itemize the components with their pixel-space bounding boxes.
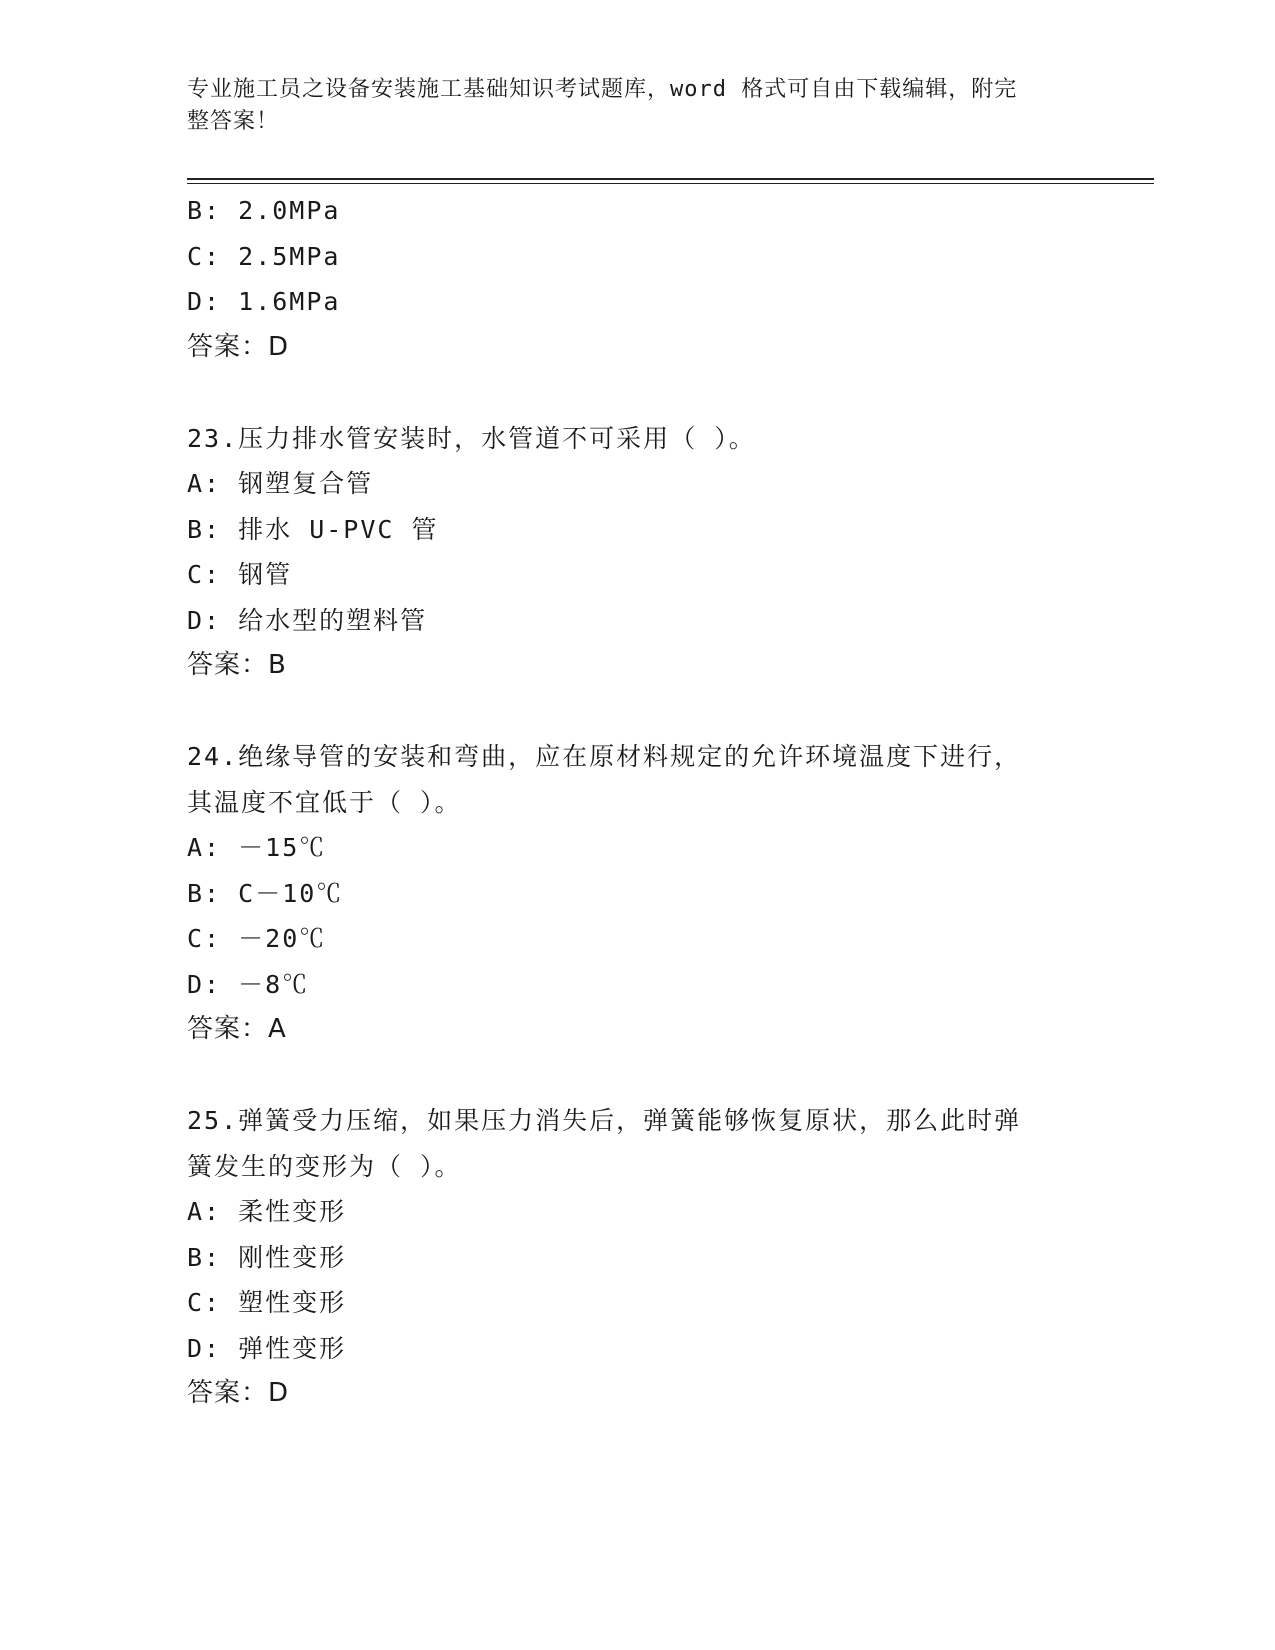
option-c: C: 塑性变形: [187, 1288, 347, 1317]
option-b: B: 刚性变形: [187, 1242, 347, 1272]
page-header: [187, 74, 1067, 138]
answer: 答案：B: [187, 650, 287, 680]
question-list: [187, 188, 1087, 1417]
option-c: C: －20℃: [187, 924, 327, 953]
question-23: [187, 416, 1087, 689]
answer: 答案：A: [187, 1014, 287, 1044]
spacer: [187, 689, 1087, 735]
option-b: B: C－10℃: [187, 878, 344, 908]
question-24: [187, 734, 1087, 1053]
answer: 答案：D: [187, 1378, 290, 1408]
question-22-continuation: [187, 188, 1087, 370]
option-d: D: 给水型的塑料管: [187, 605, 428, 635]
option-d: D: 弹性变形: [187, 1333, 347, 1363]
option-d: D: 1.6MPa: [187, 287, 341, 316]
question-stem: 25.弹簧受力压缩，如果压力消失后，弹簧能够恢复原状，那么此时弹: [187, 1106, 1022, 1135]
option-b: B: 2.0MPa: [187, 196, 341, 225]
spacer: [187, 1053, 1087, 1099]
answer: 答案：D: [187, 331, 290, 362]
option-b: B: 排水 U-PVC 管: [187, 514, 439, 544]
question-stem-continued: 其温度不宜低于（ ）。: [187, 787, 462, 817]
option-a: A: 柔性变形: [187, 1197, 347, 1226]
question-stem-continued: 簧发生的变形为（ ）。: [187, 1151, 462, 1181]
header-rule-thin: [187, 183, 1154, 184]
option-a: A: 钢塑复合管: [187, 469, 374, 498]
header-rule-thick: [187, 178, 1154, 180]
question-25: [187, 1098, 1087, 1417]
option-a: A: －15℃: [187, 833, 327, 862]
question-stem: 23.压力排水管安装时，水管道不可采用（ ）。: [187, 423, 756, 453]
spacer: [187, 370, 1087, 416]
option-d: D: －8℃: [187, 969, 310, 999]
option-c: C: 钢管: [187, 560, 293, 589]
header-line-2: 整答案！: [187, 109, 280, 134]
option-c: C: 2.5MPa: [187, 241, 341, 271]
question-stem: 24.绝缘导管的安装和弯曲，应在原材料规定的允许环境温度下进行，: [187, 742, 1022, 771]
header-line-1: 专业施工员之设备安装施工基础知识考试题库，word 格式可自由下载编辑，附完: [187, 77, 1018, 102]
